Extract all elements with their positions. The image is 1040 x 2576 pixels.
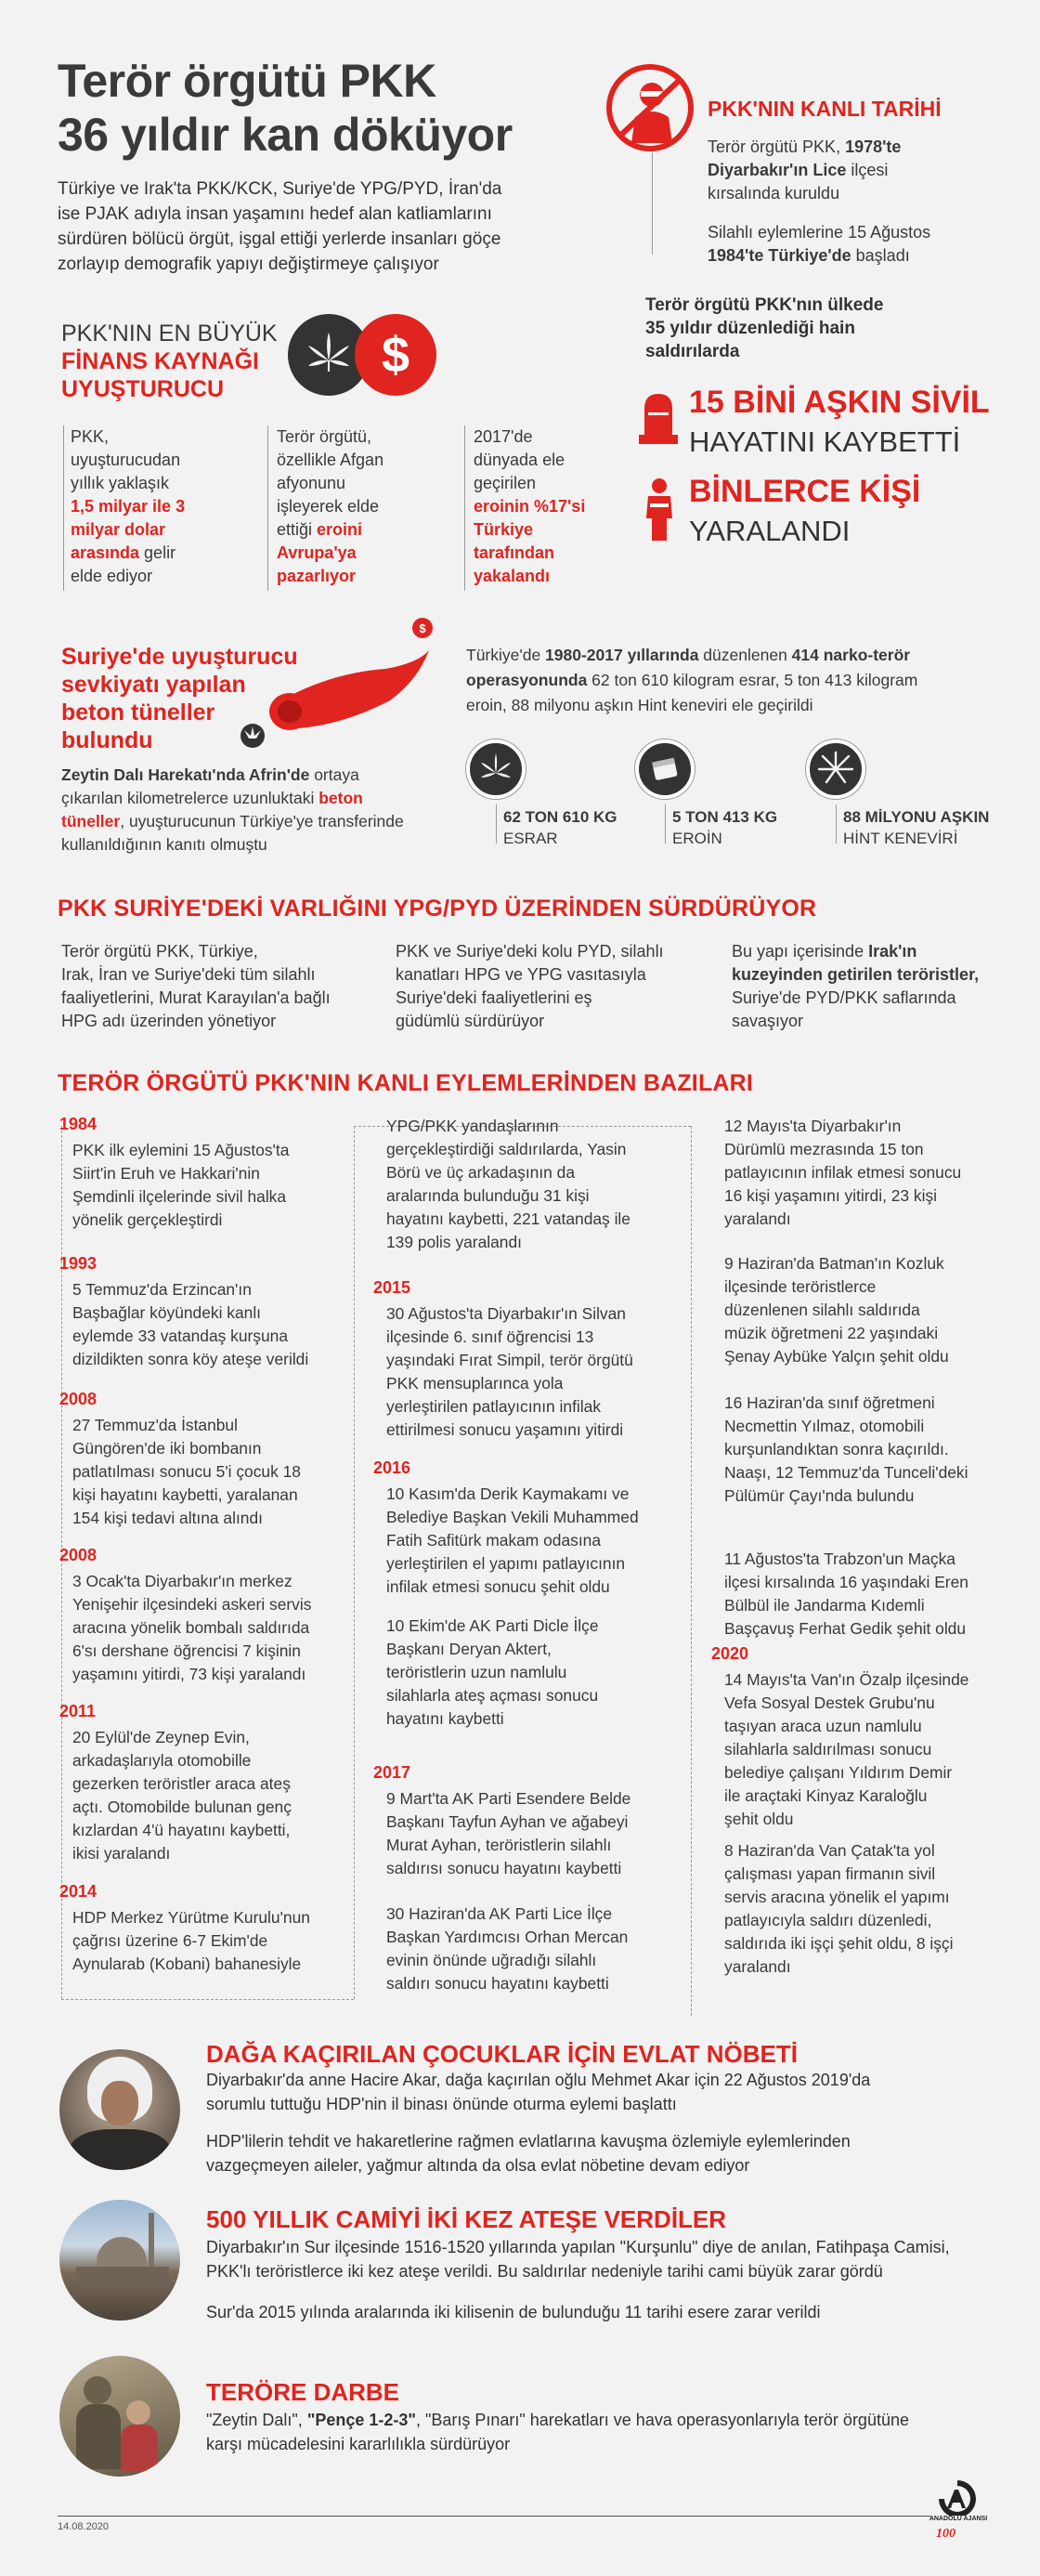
syria-col3: Bu yapı içerisinde Irak'ın kuzeyinden getirilen teröristler, Suriye'de PYD/PKK saflarında savaşıyor xyxy=(732,942,980,1030)
timeline-event: 9 Mart'ta AK Parti Esendere Belde Başkanı Tayfun Ayhan ve ağabeyi Murat Ayhan, teröristlerin silahlı saldırısı sonucu hayatını kaybetti xyxy=(386,1789,631,1877)
timeline-year: 2008 xyxy=(59,1390,98,1408)
timeline-event: 27 Temmuz'da İstanbul Güngören'de iki bombanın patlatılması sonucu 5'i çocuk 18 kişi hayatını kaybetti, yaralanan 154 kişi tedavi altına alındı xyxy=(72,1416,301,1527)
dollar-icon: $ xyxy=(355,314,436,396)
story-operations-text: "Zeytin Dalı", "Pençe 1-2-3", "Barış Pınarı" harekatları ve hava operasyonlarıyla terör örgütüne karşı mücadelesini kararlılıkla sürdürüyor xyxy=(206,2411,909,2453)
wounded-label: YARALANDI xyxy=(689,515,851,547)
heroin-package-icon xyxy=(639,743,691,795)
timeline-event: PKK ilk eylemini 15 Ağustos'ta Siirt'in Eruh ve Hakkari'nin Şemdinli ilçelerinde sivil halka yönelik gerçekleştirdi xyxy=(72,1141,290,1229)
timeline-heading: TERÖR ÖRGÜTÜ PKK'NIN KANLI EYLEMLERİNDEN BAZILARI xyxy=(58,1070,754,1096)
story-mosque-title: 500 YILLIK CAMİYİ İKİ KEZ ATEŞE VERDİLER xyxy=(206,2205,727,2233)
tunnel-pipe-icon xyxy=(232,615,446,754)
syria-col2: PKK ve Suriye'deki kolu PYD, silahlı kanatları HPG ve YPG vasıtasıyla Suriye'deki faaliyetlerini eş güdümlü sürdürüyor xyxy=(396,942,664,1030)
timeline-event: 11 Ağustos'ta Trabzon'un Maçka ilçesi kırsalında 16 yaşındaki Eren Bülbül ile Jandarma Kıdemli Başçavuş Ferhat Gedik şehit oldu xyxy=(724,1550,968,1638)
seizure-heroin: 5 TON 413 KG EROİN xyxy=(672,808,778,847)
hemp-plant-icon xyxy=(810,743,862,795)
cannabis-leaf-icon xyxy=(470,743,522,795)
history-founding: Terör örgütü PKK, 1978'te Diyarbakır'ın Lice ilçesi kırsalında kuruldu xyxy=(708,137,902,203)
timeline-rail-2 xyxy=(354,1126,355,1999)
story-mosque-text: Diyarbakır'ın Sur ilçesinde 1516-1520 yıllarında yapılan "Kurşunlu" diye de anılan, Fatihpaşa Camisi, PKK'lı teröristlerce iki kez ateşe verildi. Bu saldırılar nedeniyle tarihi cami büyük zarar gördü Sur'da 2015 yılında aralarında iki kilisenin de bulunduğu 11 tarihi esere zarar verildi xyxy=(206,2238,950,2321)
title-line-2: 36 yıldır kan döküyor xyxy=(58,109,513,161)
footer-rule xyxy=(58,2516,930,2517)
aa-anniversary: 100 xyxy=(936,2527,956,2541)
page-title xyxy=(58,54,578,162)
history-heading: PKK'NIN KANLI TARİHİ xyxy=(708,97,942,121)
timeline-event: 10 Kasım'da Derik Kaymakamı ve Belediye Başkan Vekili Muhammed Fatih Safitürk makam odasına yerleştirilen el yapımı patlayıcının infilak etmesi sonucu şehit oldu xyxy=(386,1484,639,1596)
finance-col1-rule xyxy=(63,425,64,591)
tunnels-text: Zeytin Dalı Harekatı'nda Afrin'de ortaya çıkarılan kilometrelerce uzunluktaki beton tüneller, uyuşturucunun Türkiye'ye transferinde kullanıldığının kanıtı olmuştu xyxy=(61,765,404,854)
mosque-photo xyxy=(59,2200,180,2321)
intro-text: Türkiye ve Irak'ta PKK/KCK, Suriye'de YPG/PYD, İran'da ise PJAK adıyla insan yaşamını hedef alan katliamlarını sürdüren bölücü örgüt, işgal ettiği yerlerde insanları göçe zorlayıp demografik yapıyı değiştirmeye çalışıyor xyxy=(58,179,502,274)
title-line-1: Terör örgütü PKK xyxy=(58,55,436,107)
story-operations-title: TERÖRE DARBE xyxy=(206,2378,400,2406)
killed-label: HAYATINI KAYBETTİ xyxy=(689,425,961,458)
timeline-year: 2008 xyxy=(59,1546,98,1564)
timeline-event: 14 Mayıs'ta Van'ın Özalp ilçesinde Vefa Sosyal Destek Grubu'nu taşıyan araca uzun namlulu silahlarla saldırılması sonucu belediye çalışanı Yıldırım Demir ile araçtaki Kinyaz Karaloğlu şehit oldu xyxy=(724,1670,969,1828)
seizures-text: Türkiye'de 1980-2017 yıllarında düzenlenen 414 narko-terör operasyonunda 62 ton 610 kilogram esrar, 5 ton 413 kilogram eroin, 88 milyonu aşkın Hint keneviri ele geçirildi xyxy=(466,646,918,714)
timeline-event: 30 Haziran'da AK Parti Lice İlçe Başkan Yardımcısı Orhan Mercan evinin önünde uğradığı silahlı saldırı sonucu hayatını kaybetti xyxy=(386,1904,629,1993)
history-divider xyxy=(652,152,653,255)
heroin-circle xyxy=(635,739,695,799)
timeline-rail-3 xyxy=(691,1126,692,2016)
syria-heading: PKK SURİYE'DEKİ VARLIĞINI YPG/PYD ÜZERİNDEN SÜRDÜRÜYOR xyxy=(58,896,817,922)
finance-col3: 2017'de dünyada ele geçirilen eroinin %17'si Türkiye tarafından yakalandı xyxy=(474,427,586,585)
timeline-event: 10 Ekim'de AK Parti Dicle İlçe Başkanı Deryan Aktert, teröristlerin uzun namlulu silahlarla ateş açması sonucu hayatını kaybetti xyxy=(386,1616,599,1728)
wounded-person-icon xyxy=(643,477,676,543)
seizure-hashish: 62 TON 610 KG ESRAR xyxy=(503,808,618,847)
finance-col1: PKK, uyuşturucudan yıllık yaklaşık 1,5 milyar ile 3 milyar dolar arasında gelir elde ediyor xyxy=(71,427,186,585)
aa-logo-icon xyxy=(931,2478,983,2516)
timeline-year: 2016 xyxy=(373,1458,411,1477)
history-first-attack: Silahlı eylemlerine 15 Ağustos 1984'te Türkiye'de başladı xyxy=(708,223,931,265)
timeline-year: 2020 xyxy=(711,1644,749,1663)
aa-logo-text: ANADOLU AJANSI xyxy=(929,2516,988,2522)
timeline-year: 1984 xyxy=(59,1115,98,1133)
timeline-event: 5 Temmuz'da Erzincan'ın Başbağlar köyündeki kanlı eylemde 33 vatandaş kurşuna dizildikten sonra köy ateşe verildi xyxy=(72,1280,309,1368)
tunnels-heading: Suriye'de uyuşturucu sevkiyatı yapılan beton tüneller bulundu xyxy=(61,644,298,753)
no-terrorist-icon xyxy=(604,61,696,154)
timeline-year: 1993 xyxy=(59,1254,98,1273)
timeline-year: 2015 xyxy=(373,1278,411,1297)
timeline-event: 3 Ocak'ta Diyarbakır'ın merkez Yenişehir ilçesindeki askeri servis aracına yönelik bombalı saldırıda 6'sı dershane öğrencisi 7 kişinin yaşamını yitirdi, 73 kişi yaralandı xyxy=(72,1572,312,1683)
seizure-hemp: 88 MİLYONU AŞKIN HİNT KENEVİRİ xyxy=(843,808,990,847)
hemp-circle xyxy=(806,739,865,799)
operation-photo xyxy=(59,2356,180,2477)
timeline-year: 2017 xyxy=(373,1763,411,1782)
footer-date: 14.08.2020 xyxy=(58,2521,110,2532)
finance-heading: PKK'NIN EN BÜYÜK FİNANS KAYNAĞI UYUŞTURUCU xyxy=(61,320,278,402)
timeline-year: 2014 xyxy=(59,1882,98,1901)
story-vigil-text: Diyarbakır'da anne Hacire Akar, dağa kaçırılan oğlu Mehmet Akar için 22 Ağustos 2019'da sorumlu tuttuğu HDP'nin il binası önünde oturma eylemi başlattı HDP'lilerin tehdit ve hakaretlerine rağmen evlatlarına kavuşma özlemiyle eylemlerinden vazgeçmeyen aileler, yağmur altında da olsa evlat nöbetine devam ediyor xyxy=(206,2071,871,2175)
grave-icon xyxy=(637,390,680,446)
killed-count: 15 BİNİ AŞKIN SİVİL xyxy=(689,385,990,420)
timeline-event: 30 Ağustos'ta Diyarbakır'ın Silvan ilçesinde 6. sınıf öğrencisi 13 yaşındaki Fırat Simpil, terör örgütü PKK mensuplarınca yola yerleştirilen patlayıcının infilak ettirilmesi sonucu yaşamını yitirdi xyxy=(386,1304,633,1439)
attacks-lead: Terör örgütü PKK'nın ülkede 35 yıldır düzenlediği hain saldırılarda xyxy=(645,295,884,361)
finance-col3-rule xyxy=(464,425,465,591)
timeline-event: 16 Haziran'da sınıf öğretmeni Necmettin Yılmaz, otomobili kurşunlandıktan sonra kaçırıldı. Naaşı, 12 Temmuz'da Tunceli'deki Pülümür Çayı'nda bulundu xyxy=(724,1393,968,1505)
wounded-count: BİNLERCE KİŞİ xyxy=(689,474,921,509)
hashish-circle xyxy=(466,739,526,799)
timeline-year: 2011 xyxy=(59,1702,97,1720)
timeline-event: 12 Mayıs'ta Diyarbakır'ın Dürümlü mezrasında 15 ton patlayıcının infilak etmesi sonucu 16 kişi yaşamını yitirdi, 23 kişi yaralandı xyxy=(724,1117,962,1228)
finance-col2-rule xyxy=(267,425,268,591)
timeline-event: 8 Haziran'da Van Çatak'ta yol çalışması yapan firmanın sivil servis aracına yönelik el yapımı patlayıcıyla saldırı düzenledi, saldırıda iki işçi şehit oldu, 8 işçi yaralandı xyxy=(724,1841,954,1976)
mother-photo xyxy=(59,2049,180,2170)
finance-col2: Terör örgütü, özellikle Afgan afyonunu işleyerek elde ettiği eroini Avrupa'ya pazarlıyor xyxy=(277,427,384,585)
timeline-event: YPG/PKK yandaşlarının gerçekleştirdiği saldırılarda, Yasin Börü ve üç arkadaşının da aralarında bulunduğu 31 kişi hayatını kaybetti, 221 vatandaş ile 139 polis yaralandı xyxy=(386,1117,630,1251)
timeline-event: 9 Haziran'da Batman'ın Kozluk ilçesinde teröristlerce düzenlenen silahlı saldırıda müzik öğretmeni 22 yaşındaki Şenay Aybüke Yalçın şehit oldu xyxy=(724,1254,949,1366)
timeline-event: HDP Merkez Yürütme Kurulu'nun çağrısı üzerine 6-7 Ekim'de Aynularab (Kobani) bahanesiyle xyxy=(72,1908,310,1973)
timeline-event: 20 Eylül'de Zeynep Evin, arkadaşlarıyla otomobille gezerken teröristler araca ateş açtı. Otomobilde bulunan genç kızlardan 4'ü hayatını kaybetti, ikisi yaralandı xyxy=(72,1728,292,1863)
story-vigil-title: DAĞA KAÇIRILAN ÇOCUKLAR İÇİN EVLAT NÖBETİ xyxy=(206,2040,798,2068)
svg-text:$: $ xyxy=(419,621,426,635)
aa-logo xyxy=(931,2478,983,2516)
syria-col1: Terör örgütü PKK, Türkiye, Irak, İran ve Suriye'deki tüm silahlı faaliyetlerini, Murat Karayılan'a bağlı HPG adı üzerinden yönetiyor xyxy=(61,942,331,1030)
